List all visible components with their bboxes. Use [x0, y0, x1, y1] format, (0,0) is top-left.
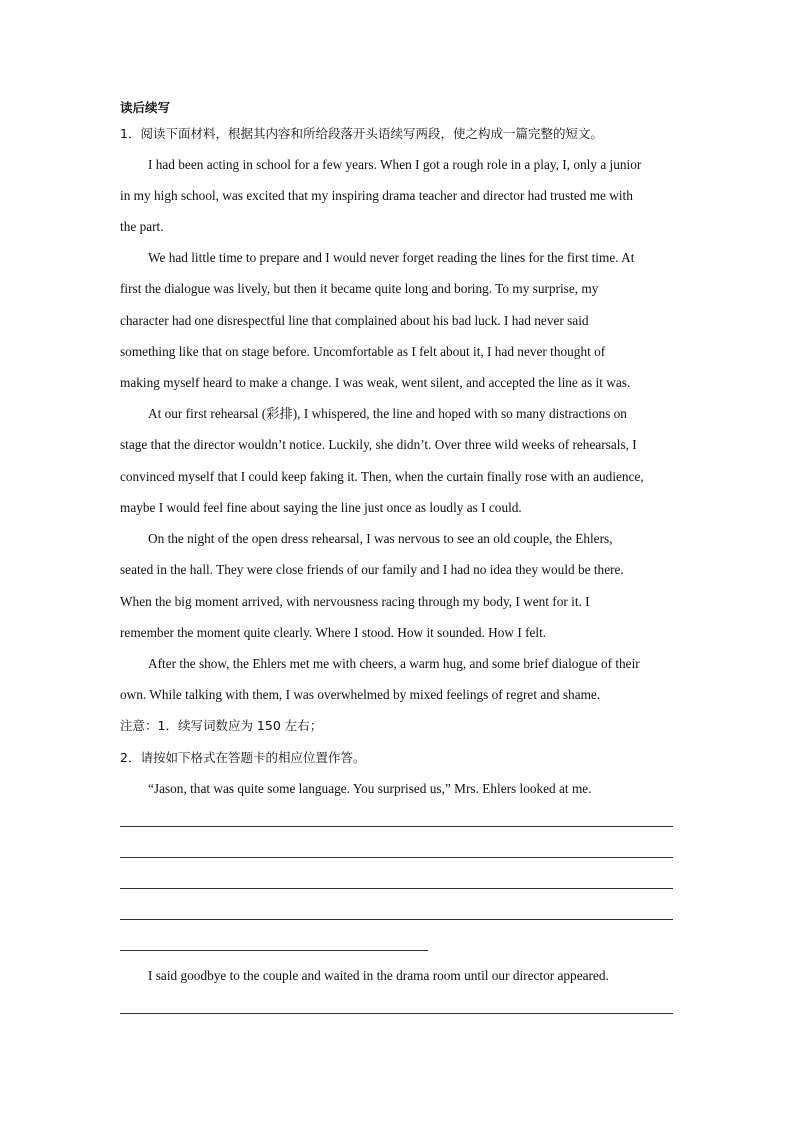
- question-text: 阅读下面材料，根据其内容和所给段落开头语续写两段，使之构成一篇完整的短文。: [140, 126, 603, 141]
- note-format: 2．请按如下格式在答题卡的相应位置作答。: [120, 750, 366, 765]
- answer-line[interactable]: [120, 888, 673, 889]
- passage-line: stage that the director wouldn’t notice. Luckily, she didn’t. Over three wild weeks of rehearsals, I: [120, 437, 637, 452]
- passage-line: seated in the hall. They were close friends of our family and I had no idea they would be there.: [120, 562, 624, 577]
- answer-line[interactable]: [120, 919, 673, 920]
- passage-line: We had little time to prepare and I would never forget reading the lines for the first time. At: [148, 250, 635, 265]
- passage-line: maybe I would feel fine about saying the line just once as loudly as I could.: [120, 500, 522, 515]
- passage-line: making myself heard to make a change. I was weak, went silent, and accepted the line as it was.: [120, 375, 631, 390]
- passage-line: convinced myself that I could keep faking it. Then, when the curtain finally rose with an audience,: [120, 469, 644, 484]
- passage-line: first the dialogue was lively, but then it became quite long and boring. To my surprise, my: [120, 281, 599, 296]
- passage-line: At our first rehearsal (彩排), I whispered, the line and hoped with so many distractions on: [148, 406, 627, 421]
- passage-line: On the night of the open dress rehearsal, I was nervous to see an old couple, the Ehlers,: [148, 531, 613, 546]
- answer-line[interactable]: [120, 950, 428, 951]
- question-number: 1．: [120, 126, 141, 141]
- answer-line[interactable]: [120, 857, 673, 858]
- section-title: 读后续写: [120, 100, 171, 115]
- passage-line: own. While talking with them, I was overwhelmed by mixed feelings of regret and shame.: [120, 687, 601, 702]
- passage-line: something like that on stage before. Uncomfortable as I felt about it, I had never thought of: [120, 344, 606, 359]
- passage-line: remember the moment quite clearly. Where I stood. How it sounded. How I felt.: [120, 625, 547, 640]
- answer-line[interactable]: [120, 1013, 673, 1014]
- passage-line: After the show, the Ehlers met me with cheers, a warm hug, and some brief dialogue of their: [148, 656, 640, 671]
- passage-line: When the big moment arrived, with nervousness racing through my body, I went for it. I: [120, 594, 590, 609]
- passage-line: character had one disrespectful line that complained about his bad luck. I had never said: [120, 313, 589, 328]
- note-word-count: 注意：1．续写词数应为 150 左右；: [120, 718, 323, 733]
- paragraph-prompt-1: “Jason, that was quite some language. You surprised us,” Mrs. Ehlers looked at me.: [148, 781, 592, 796]
- passage-line: in my high school, was excited that my inspiring drama teacher and director had trusted me with: [120, 188, 633, 203]
- passage-line: I had been acting in school for a few years. When I got a rough role in a play, I, only a junior: [148, 157, 642, 172]
- passage-line: the part.: [120, 219, 164, 234]
- question-instruction: [120, 126, 603, 142]
- answer-line[interactable]: [120, 826, 673, 827]
- paragraph-prompt-2: I said goodbye to the couple and waited in the drama room until our director appeared.: [148, 968, 609, 983]
